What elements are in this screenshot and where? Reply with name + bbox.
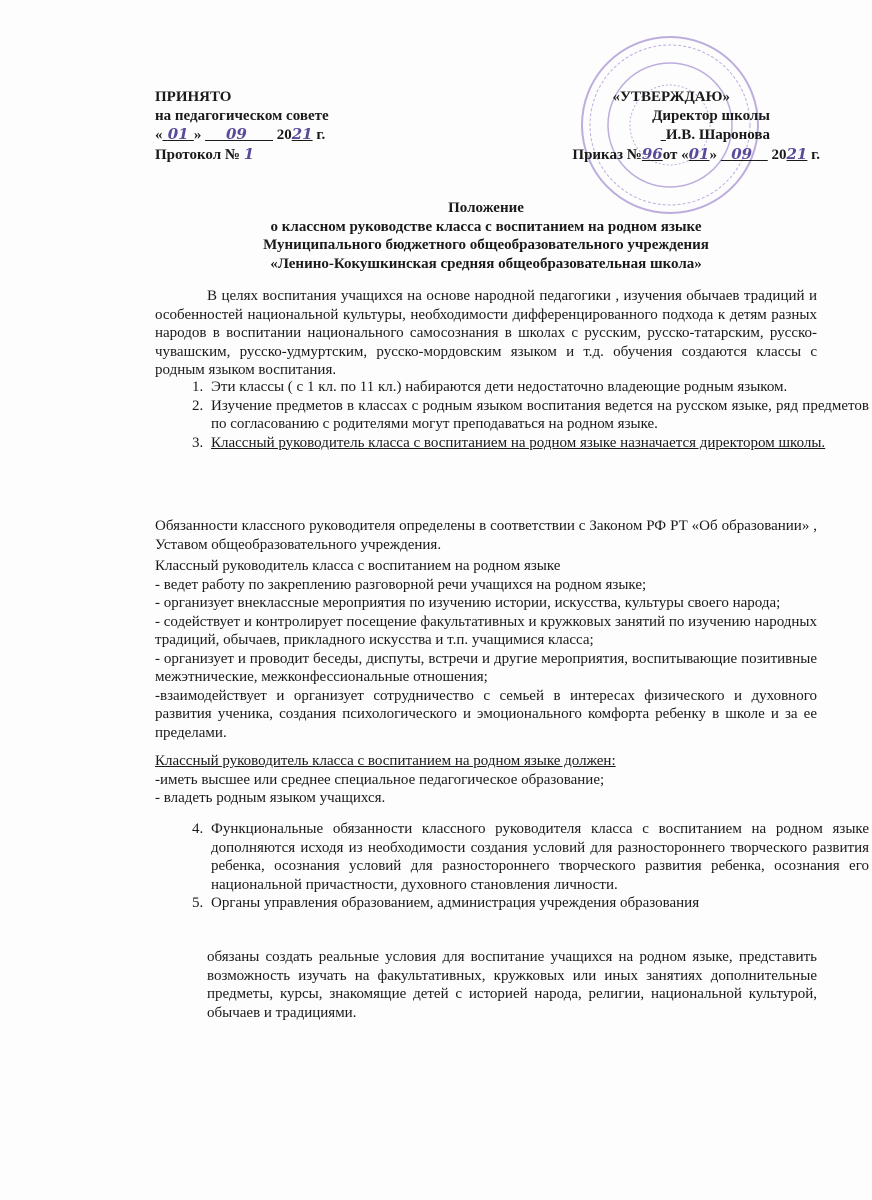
list-item: 5. Органы управления образованием, администрация учреждения образования — [207, 894, 869, 913]
duties-heading: Классный руководитель класса с воспитанием на родном языке — [155, 558, 561, 574]
title-line: Муниципального бюджетного общеобразовательного учреждения — [263, 237, 709, 253]
requirement-item: -иметь высшее или среднее специальное педагогическое образование; — [155, 771, 605, 788]
director-position: Директор школы — [652, 107, 770, 124]
list-item: 4. Функциональные обязанности классного руководителя класса с воспитанием на родном языке дополняются исходя из необходимости создания условий для разностороннего творческого развития ребенка, осознания условий для разностороннего творческого развития ребенка, осознания его национальной причастности, духовного становления личности. — [207, 820, 869, 894]
numbered-list-1 — [155, 378, 869, 452]
title-line: Положение — [448, 200, 524, 216]
approval-right-block — [505, 88, 820, 164]
approve-title: «УТВЕРЖДАЮ» — [612, 89, 730, 105]
duty-item: - организует и проводит беседы, диспуты, встречи и другие мероприятия, воспитывающие позитивные межэтнические, межконфессиональные отношения; — [155, 650, 817, 685]
duty-item: - ведет работу по закреплению разговорной речи учащихся на родном языке; — [155, 576, 647, 593]
approval-left-block — [155, 88, 415, 164]
protocol-line — [155, 145, 415, 165]
order-label: Приказ № — [572, 146, 642, 163]
year-prefix: 20 — [276, 127, 292, 143]
duty-item: - содействует и контролирует посещение факультативных и кружковых занятий по изучению народных традиций, обычаев, прикладного искусства и т.п. учащимися класса; — [155, 613, 817, 648]
requirements-heading: Классный руководитель класса с воспитанием на родном языке должен: — [155, 753, 616, 769]
order-year-suffix: г. — [811, 146, 820, 163]
date-year: 21 — [291, 125, 313, 143]
year-suffix: г. — [316, 127, 326, 143]
order-year-prefix: 20 — [771, 146, 787, 163]
list-item: 2. Изучение предметов в классах с родным языком воспитания ведется на русском языке, ряд предметов по согласованию с родителями могут преподаваться на родном языке. — [207, 397, 869, 434]
numbered-list-2 — [155, 820, 869, 913]
title-line: о классном руководстве класса с воспитанием на родном языке — [270, 218, 702, 235]
intro-paragraph: В целях воспитания учащихся на основе народной педагогики , изучения обычаев традиций и особенностей национальной культуры, необходимости дифференцированного подхода к детям разных народов в воспитании национального самосознания в школах с русским, русско-татарским, русско-чувашским, русско-удмуртским, русско-мордовским языком и т.д. обучения создаются классы с родным языком воспитания. — [155, 288, 817, 378]
order-from: от « — [662, 146, 689, 163]
date-day: 01 — [167, 125, 189, 143]
order-month: 09 — [731, 144, 753, 163]
document-title — [155, 199, 817, 273]
order-day: 01 — [688, 144, 710, 163]
order-line: Приказ №96от «01» 09 2021 г. — [572, 144, 820, 163]
requirements-block — [155, 752, 817, 808]
duty-item: - организует внеклассные мероприятия по изучению истории, искусства, культуры своего народа; — [155, 595, 781, 611]
duty-item: -взаимодействует и организует сотрудничество с семьей в интересах физического и духовного развития ученика, создания психологического и эмоционального комфорта ребенку в школе и за ее пределами. — [155, 687, 817, 741]
order-number: 96 — [641, 144, 663, 163]
director-name: И.В. Шаронова — [665, 127, 770, 143]
protocol-label: Протокол № — [155, 146, 240, 163]
item5-text: обязаны создать реальные условия для воспитание учащихся на родном языке, представить возможность изучать на факультативных, кружковых или иных занятиях дополнительные предметы, курсы, знакомящие детей с историей народа, религии, национальной культурой, обычаев и традициями. — [207, 949, 817, 1021]
council-date: « 01 » 09 2021 г. — [155, 125, 326, 143]
list-item: 3. Классный руководитель класса с воспитанием на родном языке назначается директором школы. — [207, 434, 869, 453]
director-signature-line — [505, 125, 820, 145]
date-month: 09 — [225, 125, 247, 143]
title-line: «Ленино-Кокушкинская средняя общеобразовательная школа» — [270, 255, 702, 272]
accepted-title: ПРИНЯТО — [155, 89, 232, 105]
order-year: 21 — [786, 144, 808, 163]
duties-block — [155, 557, 817, 742]
requirement-item: - владеть родным языком учащихся. — [155, 790, 386, 806]
list-item: 1. Эти классы ( с 1 кл. по 11 кл.) набираются дети недостаточно владеющие родным языком. — [207, 378, 869, 397]
council-label: на педагогическом совете — [155, 107, 329, 124]
protocol-number: 1 — [243, 144, 255, 163]
duties-intro: Обязанности классного руководителя определены в соответствии с Законом РФ РТ «Об образовании» , Уставом общеобразовательного учреждения. — [155, 518, 817, 553]
